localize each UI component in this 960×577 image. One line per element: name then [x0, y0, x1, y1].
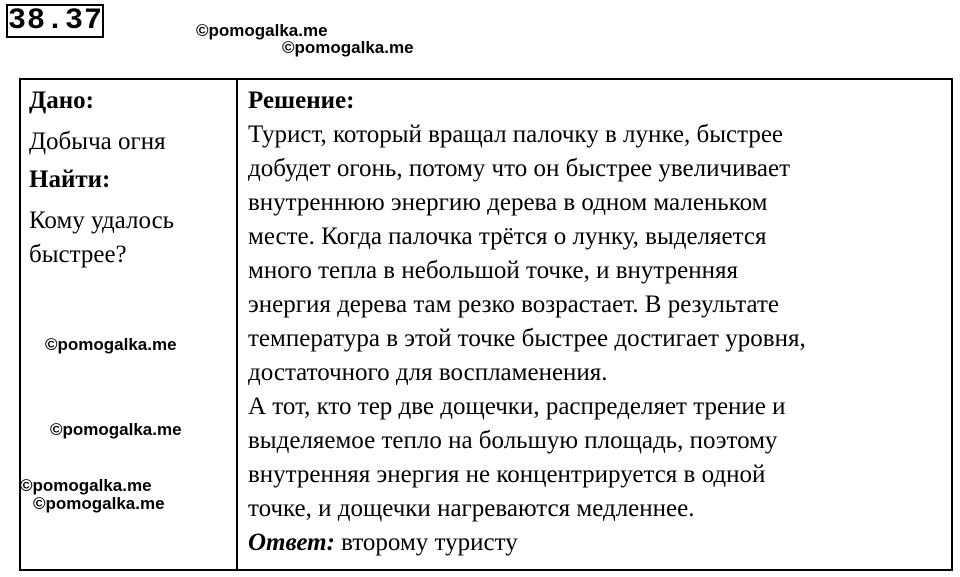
given-column	[29, 84, 235, 272]
solution-text	[248, 118, 948, 526]
watermark: ©pomogalka.me	[20, 476, 152, 495]
solution-heading: Решение:	[248, 87, 355, 114]
watermark: ©pomogalka.me	[45, 335, 177, 354]
solution-line: много тепла в небольшой точке, и внутренняя	[248, 257, 739, 284]
find-heading: Найти:	[29, 166, 111, 193]
solution-line: Турист, который вращал палочку в лунке, быстрее	[248, 121, 784, 148]
column-divider	[236, 78, 238, 571]
watermark: ©pomogalka.me	[196, 21, 328, 40]
answer	[248, 526, 948, 560]
solution-line: внутренняя энергия не концентрируется в одной	[248, 461, 766, 488]
given-value: Добыча огня	[29, 128, 166, 155]
find-line: Кому удалось	[29, 207, 175, 234]
find-line: быстрее?	[29, 241, 127, 268]
given-heading: Дано:	[29, 87, 94, 114]
watermark: ©pomogalka.me	[33, 494, 165, 513]
solution-line: достаточного для воспламенения.	[248, 359, 608, 386]
solution-line: выделяемое тепло на большую площадь, поэтому	[248, 427, 778, 454]
answer-label: Ответ:	[248, 529, 335, 556]
solution-line: месте. Когда палочка трётся о лунку, выделяется	[248, 223, 767, 250]
solution-line: А тот, кто тер две дощечки, распределяет трение и	[248, 393, 786, 420]
answer-text: второму туристу	[334, 529, 518, 556]
solution-line: температура в этой точке быстрее достигает уровня,	[248, 325, 806, 352]
solution-line: точке, и дощечки нагреваются медленнее.	[248, 495, 695, 522]
solution-line: энергия дерева там резко возрастает. В результате	[248, 291, 779, 318]
watermark: ©pomogalka.me	[50, 420, 182, 439]
solution-column	[248, 84, 948, 560]
problem-number: 38.37	[8, 4, 104, 38]
solution-line: добудет огонь, потому что он быстрее увеличивает	[248, 155, 791, 182]
watermark: ©pomogalka.me	[282, 38, 414, 57]
solution-line: внутреннюю энергию дерева в одном маленьком	[248, 189, 768, 216]
find-question	[29, 204, 235, 272]
